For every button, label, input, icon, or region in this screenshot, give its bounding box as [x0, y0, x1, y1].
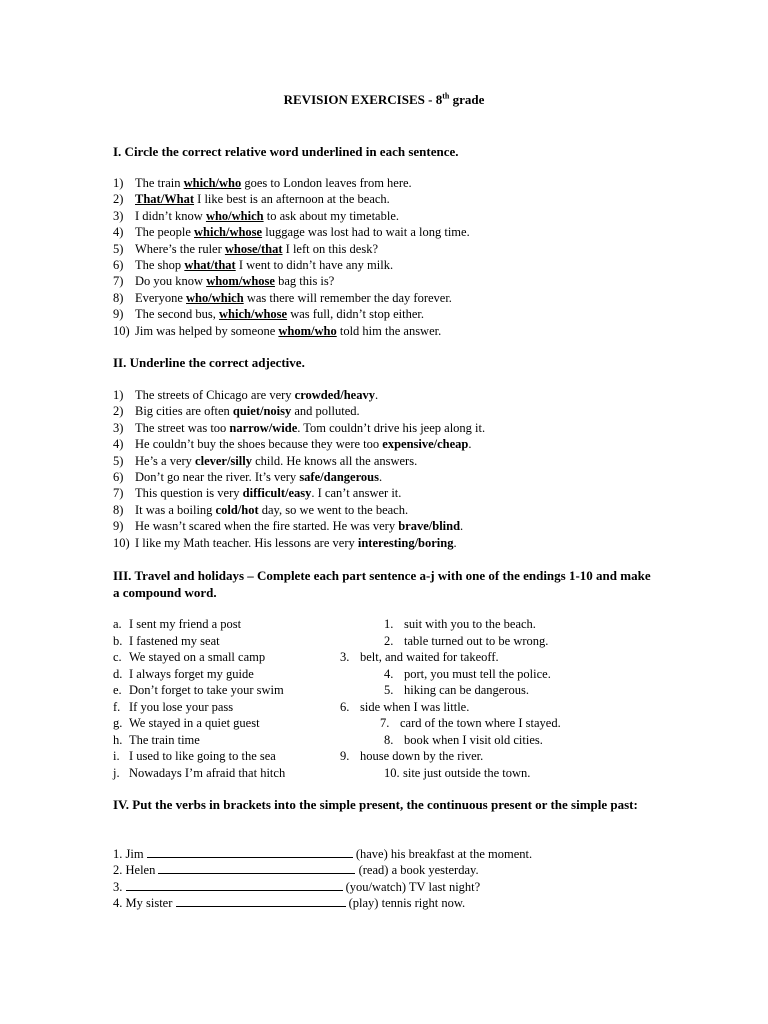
item-text: 3. [113, 879, 126, 894]
item-text: 1. Jim [113, 847, 147, 861]
item-text: house down by the river. [360, 749, 484, 763]
section-1-item [113, 290, 470, 306]
item-text: hiking can be dangerous. [404, 683, 529, 697]
item-text: (play) tennis right now. [345, 896, 466, 911]
item-number: 8) [113, 290, 124, 305]
item-text: Big cities are often [135, 404, 233, 419]
section-2-item [113, 436, 485, 452]
answer-options: That/What [135, 192, 195, 207]
section-4-heading: IV. Put the verbs in brackets into the simple present, the continuous present or the simple past: [113, 797, 638, 812]
item-number: 2) [113, 192, 124, 207]
sentence-ending [0, 649, 768, 666]
sentence-ending [0, 666, 768, 683]
item-number: 5) [113, 453, 124, 468]
fill-in-item [113, 879, 532, 895]
section-1-item [113, 257, 470, 273]
item-text: I went to didn’t have any milk. [235, 258, 394, 273]
ending-line [384, 633, 548, 650]
ending-line [340, 748, 483, 765]
section-2-item [113, 387, 485, 403]
sentence-ending [0, 682, 768, 699]
section-2-item [113, 518, 485, 534]
answer-options: who/which [186, 290, 244, 305]
sentence-ending [0, 616, 768, 633]
item-letter: d. [113, 666, 123, 681]
item-text: The street was too [135, 420, 230, 435]
section-2-item [113, 502, 485, 518]
item-letter: i. [113, 749, 120, 763]
item-number: 4. [384, 666, 394, 681]
item-number: 7. [380, 716, 390, 730]
section-1-heading: I. Circle the correct relative word underlined in each sentence. [113, 144, 459, 159]
item-letter: h. [113, 732, 123, 747]
answer-options: whose/that [224, 241, 283, 256]
item-text: I left on this desk? [282, 241, 379, 256]
item-text: card of the town where I stayed. [400, 716, 561, 730]
item-letter: f. [113, 699, 121, 714]
ending-line [384, 682, 529, 699]
answer-blank[interactable] [158, 862, 355, 874]
item-text: . [378, 470, 383, 485]
item-text: I didn’t know [135, 208, 206, 223]
item-number: 2) [113, 404, 124, 419]
item-text: We stayed on a small camp [129, 650, 266, 664]
item-text: Where’s the ruler [135, 241, 225, 256]
item-text: Jim was helped by someone [135, 323, 279, 338]
item-text: told him the answer. [336, 323, 442, 338]
item-letter: j. [113, 765, 120, 780]
section-4-list [113, 846, 532, 912]
item-letter: b. [113, 633, 123, 648]
item-text: book when I visit old cities. [404, 732, 543, 747]
item-text: to ask about my timetable. [263, 208, 399, 223]
item-number: 1) [113, 388, 124, 402]
item-number: 10) [113, 323, 130, 338]
item-text: I used to like going to the sea [129, 749, 276, 763]
item-text: was full, didn’t stop either. [287, 307, 425, 322]
fill-in-item [113, 895, 532, 911]
answer-blank[interactable] [126, 879, 343, 891]
item-text: (you/watch) TV last night? [342, 879, 481, 894]
answer-options: clever/silly [195, 453, 252, 468]
answer-options: whom/who [278, 323, 337, 338]
fill-in-item [113, 862, 532, 878]
item-text: Nowadays I’m afraid that hitch [129, 765, 286, 780]
answer-options: which/who [183, 176, 242, 190]
section-3-endings [0, 616, 768, 781]
item-text: side when I was little. [360, 699, 470, 714]
answer-options: quiet/noisy [232, 404, 292, 419]
item-text: 2. Helen [113, 863, 159, 878]
item-text: (have) his breakfast at the moment. [352, 847, 533, 861]
item-text: The train time [129, 732, 200, 747]
section-2-item [113, 485, 485, 501]
item-text: . [468, 437, 472, 452]
sentence-ending [0, 699, 768, 716]
answer-options: what/that [184, 258, 236, 273]
section-2-item [113, 420, 485, 436]
ending-line [384, 765, 530, 782]
item-text: The streets of Chicago are very [135, 388, 295, 402]
item-text: He’s a very [135, 453, 196, 468]
answer-blank[interactable] [176, 895, 346, 907]
item-text: I fastened my seat [129, 633, 220, 648]
item-number: 6) [113, 258, 124, 273]
sentence-ending [0, 715, 768, 732]
item-number: 6. [340, 699, 350, 714]
item-text: port, you must tell the police. [404, 666, 551, 681]
section-1-item [113, 273, 470, 289]
item-number: 6) [113, 470, 124, 485]
ending-line [384, 616, 536, 633]
item-number: 4) [113, 437, 124, 452]
answer-options: expensive/cheap [382, 437, 469, 452]
answer-options: who/which [205, 208, 264, 223]
section-1-item [113, 323, 470, 339]
item-number: 3. [340, 650, 350, 664]
item-text: luggage was lost had to wait a long time. [262, 225, 470, 240]
answer-options: difficult/easy [242, 486, 312, 501]
ending-line [340, 699, 469, 716]
section-3-heading: III. Travel and holidays – Complete each part sentence a-j with one of the endings 1-10 and make a compound word. [113, 568, 651, 600]
item-letter: c. [113, 650, 122, 664]
item-number: 10) [113, 535, 130, 550]
item-text: The shop [135, 258, 185, 273]
sentence-ending [0, 748, 768, 765]
section-1-item [113, 224, 470, 240]
ending-line [340, 649, 499, 666]
section-2-heading: II. Underline the correct adjective. [113, 355, 305, 370]
item-letter: a. [113, 617, 122, 631]
item-text: goes to London leaves from here. [241, 176, 412, 190]
item-text: suit with you to the beach. [404, 617, 536, 631]
item-text: Don’t forget to take your swim [129, 683, 284, 697]
item-letter: e. [113, 683, 122, 697]
item-number: 5. [384, 683, 394, 697]
answer-blank[interactable] [147, 846, 353, 858]
answer-options: which/whose [194, 225, 263, 240]
item-text: 4. My sister [113, 896, 176, 911]
section-1-item [113, 175, 470, 191]
item-text: Everyone [135, 290, 187, 305]
item-text: . Tom couldn’t drive his jeep along it. [297, 420, 486, 435]
item-number: 4) [113, 225, 124, 240]
answer-options: safe/dangerous [299, 470, 379, 485]
section-1-item [113, 306, 470, 322]
page-title: REVISION EXERCISES - 8th grade [283, 91, 485, 107]
item-number: 5) [113, 241, 124, 256]
item-text: . [453, 535, 457, 550]
item-text: bag this is? [274, 274, 335, 289]
section-1-item [113, 191, 470, 207]
item-number: 7) [113, 274, 124, 289]
item-text: He couldn’t buy the shoes because they were too [135, 437, 383, 452]
item-number: 9) [113, 307, 124, 322]
item-number: 2. [384, 633, 394, 648]
answer-options: which/whose [219, 307, 288, 322]
item-text: Don’t go near the river. It’s very [135, 470, 300, 485]
item-number: 8. [384, 732, 394, 747]
answer-options: brave/blind [398, 519, 461, 534]
item-number: 1) [113, 176, 124, 190]
item-letter: g. [113, 716, 123, 730]
item-text: (read) a book yesterday. [355, 863, 479, 878]
answer-options: narrow/wide [229, 420, 298, 435]
section-1-item [113, 208, 470, 224]
item-text: It was a boiling [135, 502, 216, 517]
answer-options: whom/whose [206, 274, 275, 289]
item-text: belt, and waited for takeoff. [360, 650, 499, 664]
answer-options: crowded/heavy [294, 388, 375, 402]
ending-line [384, 666, 551, 683]
section-2-list [113, 387, 485, 551]
item-number: 9. [340, 749, 350, 763]
item-text: and polluted. [291, 404, 360, 419]
item-text: . I can’t answer it. [311, 486, 402, 501]
item-number: 8) [113, 502, 124, 517]
section-2-item [113, 403, 485, 419]
item-text: I like best is an afternoon at the beach. [194, 192, 390, 207]
answer-options: cold/hot [215, 502, 259, 517]
ending-line [384, 732, 543, 749]
item-number: 10. [384, 765, 400, 780]
ending-line [380, 715, 561, 732]
sentence-ending [0, 633, 768, 650]
fill-in-item [113, 846, 532, 862]
item-text: was there will remember the day forever. [243, 290, 452, 305]
item-text: I sent my friend a post [129, 617, 242, 631]
sentence-ending [0, 765, 768, 782]
item-text: We stayed in a quiet guest [129, 716, 260, 730]
item-text: day, so we went to the beach. [258, 502, 409, 517]
section-2-item [113, 535, 485, 551]
item-number: 3) [113, 208, 124, 223]
section-2-item [113, 453, 485, 469]
sentence-ending [0, 732, 768, 749]
item-text: . [460, 519, 464, 534]
item-number: 1. [384, 617, 394, 631]
item-text: site just outside the town. [403, 765, 531, 780]
item-text: This question is very [135, 486, 243, 501]
section-2-item [113, 469, 485, 485]
item-text: I always forget my guide [129, 666, 254, 681]
answer-options: interesting/boring [357, 535, 454, 550]
item-text: Do you know [135, 274, 207, 289]
item-text: The second bus, [135, 307, 220, 322]
item-number: 7) [113, 486, 124, 501]
item-number: 9) [113, 519, 124, 534]
section-1-item [113, 241, 470, 257]
item-text: I like my Math teacher. His lessons are very [135, 535, 358, 550]
section-1-list [113, 175, 470, 339]
item-text: He wasn’t scared when the fire started. He was very [135, 519, 399, 534]
item-text: child. He knows all the answers. [251, 453, 418, 468]
item-text: The train [135, 176, 184, 190]
item-text: The people [135, 225, 195, 240]
item-number: 3) [113, 420, 124, 435]
item-text: table turned out to be wrong. [404, 633, 549, 648]
item-text: . [374, 388, 379, 402]
item-text: If you lose your pass [129, 699, 234, 714]
